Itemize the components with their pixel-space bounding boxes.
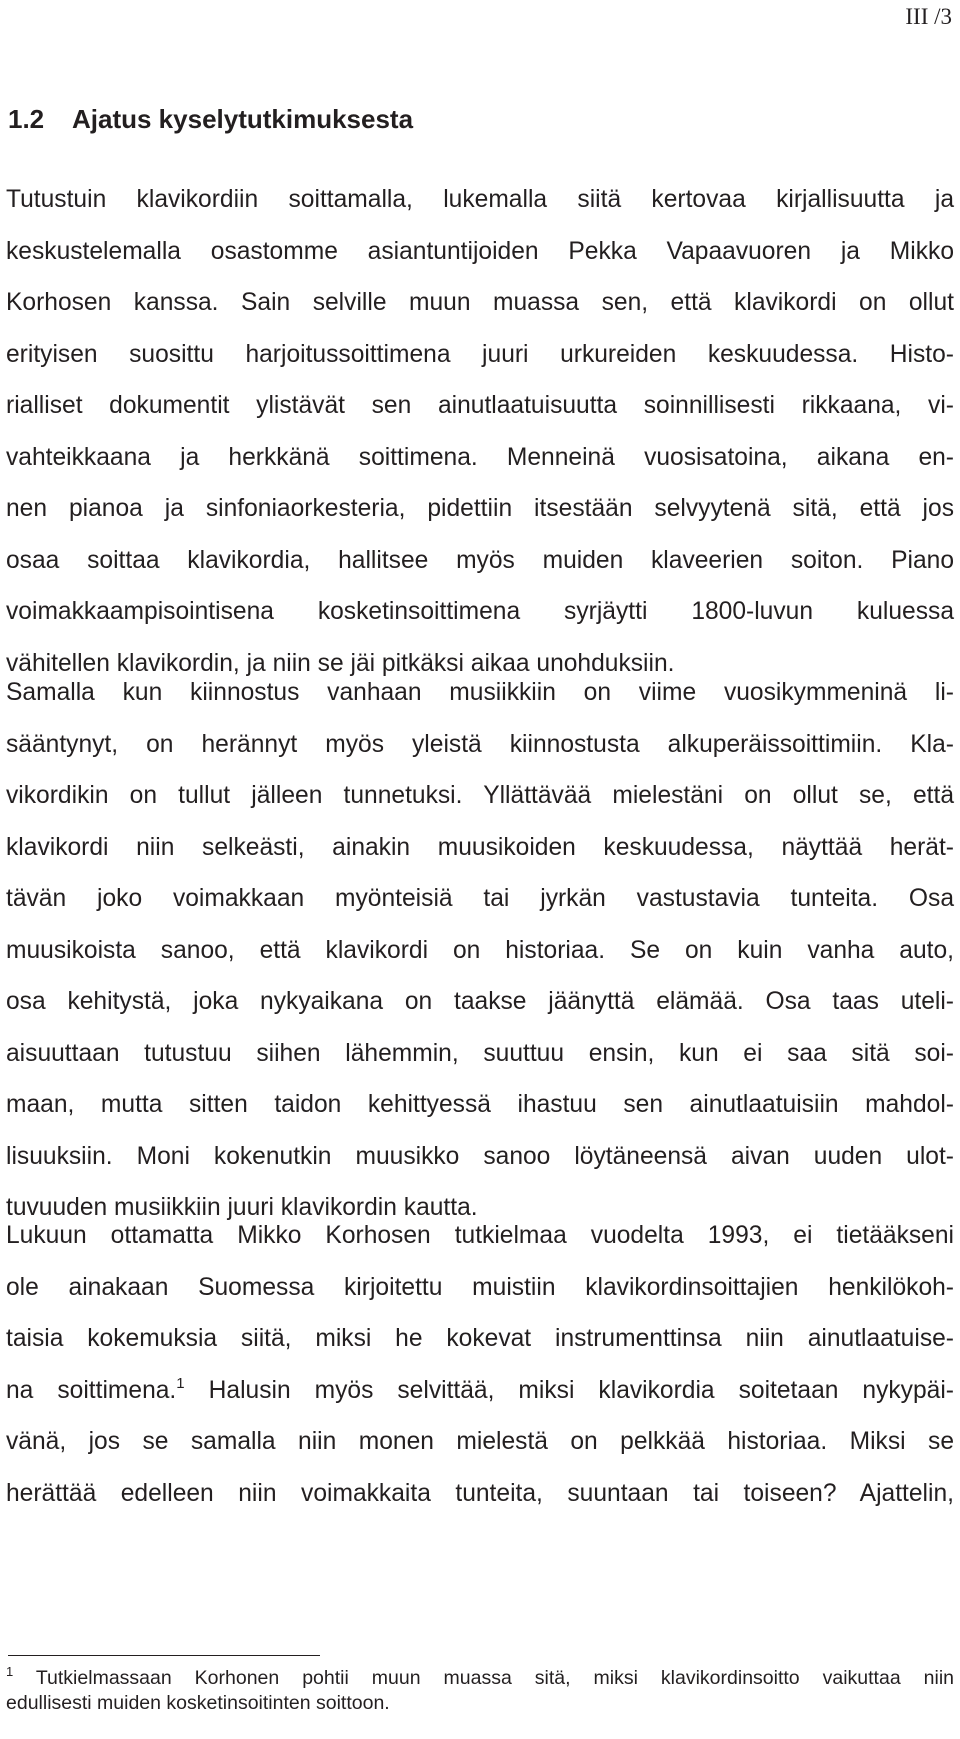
paragraph-line: maan, mutta sitten taidon kehittyessä ihastuu sen ainutlaatuisiin mahdol- — [6, 1091, 954, 1118]
paragraph-line: vikordikin on tullut jälleen tunnetuksi. Yllättävää mielestäni on ollut se, että — [6, 782, 954, 809]
paragraph-interest — [6, 667, 954, 1234]
footnote-divider — [8, 1655, 320, 1656]
paragraph-line: taisia kokemuksia siitä, miksi he kokevat instrumenttinsa niin ainutlaatuise- — [6, 1325, 954, 1352]
paragraph-line: klavikordi niin selkeästi, ainakin muusikoiden keskuudessa, näyttää herät- — [6, 833, 954, 861]
footnote-line: edullisesti muiden kosketinsoitinten soittoon. — [6, 1692, 390, 1714]
paragraph-line: Tutustuin klavikordiin soittamalla, lukemalla siitä kertovaa kirjallisuutta ja — [6, 186, 954, 213]
paragraph-line: aisuuttaan tutustuu siihen lähemmin, suuttuu ensin, kun ei saa sitä soi- — [6, 1039, 954, 1067]
paragraph-line: Korhosen kanssa. Sain selville muun muassa sen, että klavikordi on ollut — [6, 289, 954, 316]
section-heading — [8, 104, 413, 135]
line-end: Halusin myös selvittää, miksi klavikordia soitetaan nykypäi- — [208, 1376, 954, 1404]
paragraph-line: tuvuuden musiikkiin juuri klavikordin kautta. — [6, 1194, 478, 1221]
page-number: III /3 — [905, 4, 952, 29]
paragraph-line: vähitellen klavikordin, ja niin se jäi pitkäksi aikaa unohduksiin. — [6, 649, 675, 677]
paragraph-line: osaa soittaa klavikordia, hallitsee myös muiden klaveerien soiton. Piano — [6, 546, 954, 574]
paragraph-line: ole ainakaan Suomessa kirjoitettu muistiin klavikordinsoittajien henkilökoh- — [6, 1273, 954, 1301]
paragraph-line: muusikoista sanoo, että klavikordi on historiaa. Se on kuin vanha auto, — [6, 936, 954, 964]
footnote-reference[interactable]: 1 — [176, 1374, 185, 1392]
line-segment — [6, 1374, 185, 1404]
paragraph-line: vänä, jos se samalla niin monen mielestä on pelkkää historiaa. Miksi se — [6, 1428, 954, 1455]
section-number: 1.2 — [8, 104, 45, 134]
section-title: Ajatus kyselytutkimuksesta — [72, 104, 414, 134]
paragraph-line: Samalla kun kiinnostus vanhaan musiikkiin on viime vuosikymmeninä li- — [6, 679, 954, 706]
paragraph-line: Lukuun ottamatta Mikko Korhosen tutkielmaa vuodelta 1993, ei tietääkseni — [6, 1222, 954, 1249]
paragraph-purpose — [6, 1210, 954, 1519]
paragraph-line: voimakkaampisointisena kosketinsoittimena syrjäytti 1800-luvun kuluessa — [6, 598, 954, 625]
paragraph-line: rialliset dokumentit ylistävät sen ainutlaatuisuutta soinnillisesti rikkaana, vi- — [6, 392, 954, 419]
paragraph-line: sääntynyt, on herännyt myös yleistä kiinnostusta alkuperäissoittimiin. Kla- — [6, 730, 954, 758]
footnote — [6, 1666, 954, 1716]
paragraph-line: herättää edelleen niin voimakkaita tunteita, suuntaan tai toiseen? Ajattelin, — [6, 1479, 954, 1507]
paragraph-line: osa kehitystä, joka nykyaikana on taakse jäänyttä elämää. Osa taas uteli- — [6, 988, 954, 1015]
paragraph-line — [6, 1365, 954, 1417]
paragraph-line: lisuuksiin. Moni kokenutkin muusikko sanoo löytäneensä aivan uuden ulot- — [6, 1142, 954, 1170]
footnote-text: Tutkielmassaan Korhonen pohtii muun muassa sitä, miksi klavikordinsoitto vaikuttaa niin — [35, 1667, 954, 1689]
paragraph-line: tävän joko voimakkaan myönteisiä tai jyrkän vastustavia tunteita. Osa — [6, 885, 954, 912]
paragraph-intro — [6, 174, 954, 689]
paragraph-line: erityisen suosittu harjoitussoittimena juuri urkureiden keskuudessa. Histo- — [6, 340, 954, 368]
paragraph-line: vahteikkaana ja herkkänä soittimena. Menneinä vuosisatoina, aikana en- — [6, 443, 954, 471]
footnote-line — [6, 1666, 954, 1691]
line-start: na soittimena. — [6, 1376, 177, 1404]
footnote-marker: 1 — [6, 1664, 14, 1679]
paragraph-line: nen pianoa ja sinfoniaorkesteria, pidettiin itsestään selvyytenä sitä, että jos — [6, 495, 954, 522]
paragraph-line: keskustelemalla osastomme asiantuntijoiden Pekka Vapaavuoren ja Mikko — [6, 237, 954, 265]
